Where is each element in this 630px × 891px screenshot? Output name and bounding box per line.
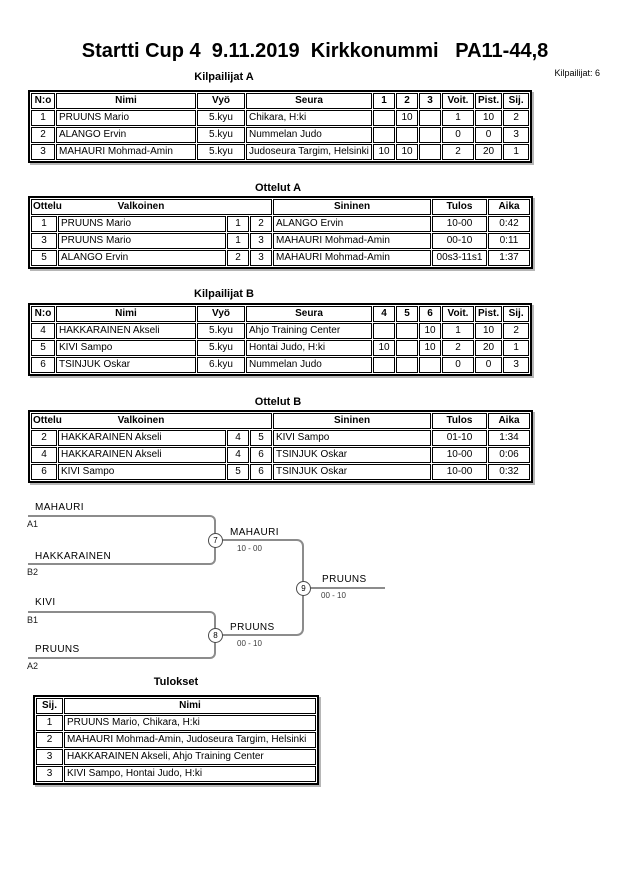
cell-place: 3 — [36, 749, 63, 765]
table-row — [31, 144, 529, 160]
cell-no: 5 — [31, 340, 55, 356]
col-m1: 1 — [373, 93, 395, 109]
col-time: Aika — [488, 413, 530, 429]
table-row — [36, 732, 316, 748]
cell-time: 0:06 — [488, 447, 530, 463]
cell-blue: MAHAURI Mohmad-Amin — [273, 250, 431, 266]
cell-name: PRUUNS Mario, Chikara, H:ki — [64, 715, 316, 731]
matches-a-table — [28, 196, 533, 269]
cell-result: 01-10 — [432, 430, 487, 446]
cell-name: PRUUNS Mario — [56, 110, 196, 126]
cell-name: MAHAURI Mohmad-Amin, Judoseura Targim, Helsinki — [64, 732, 316, 748]
table-row — [31, 357, 529, 373]
col-result: Tulos — [432, 413, 487, 429]
cell-no: 3 — [31, 144, 55, 160]
col-name: Nimi — [64, 698, 316, 714]
matches-b-title: Ottelut B — [254, 396, 302, 408]
cell-place: 2 — [503, 110, 529, 126]
cell-blue-no: 3 — [250, 233, 272, 249]
pool-b-title: Kilpailijat B — [194, 288, 254, 300]
col-match: Ottelu — [33, 201, 62, 212]
table-row — [31, 464, 530, 480]
cell-wins: 0 — [442, 357, 474, 373]
cell-blue-no: 6 — [250, 447, 272, 463]
cell-points: 20 — [475, 144, 502, 160]
cell-place: 1 — [36, 715, 63, 731]
cell-m6 — [419, 357, 441, 373]
table-row — [31, 340, 529, 356]
cell-m4: 10 — [373, 340, 395, 356]
cell-white: PRUUNS Mario — [58, 233, 226, 249]
col-place: Sij. — [503, 306, 529, 322]
cell-result: 00-10 — [432, 233, 487, 249]
cell-m2: 10 — [396, 144, 418, 160]
cell-m2: 10 — [396, 110, 418, 126]
cell-no: 1 — [31, 110, 55, 126]
col-match-white — [31, 199, 272, 215]
pool-b-table — [28, 303, 532, 376]
cell-belt: 5.kyu — [197, 144, 245, 160]
col-match: Ottelu — [33, 415, 62, 426]
cell-m6: 10 — [419, 340, 441, 356]
cell-time: 0:11 — [488, 233, 530, 249]
cell-club: Nummelan Judo — [246, 357, 372, 373]
bracket-entrant-name: MAHAURI — [35, 502, 84, 513]
cell-no: 6 — [31, 357, 55, 373]
cell-result: 10-00 — [432, 464, 487, 480]
table-row — [31, 447, 530, 463]
table-row — [31, 110, 529, 126]
cell-blue-no: 3 — [250, 250, 272, 266]
table-row — [31, 250, 530, 266]
cell-place: 3 — [36, 766, 63, 782]
col-points: Pist. — [475, 93, 502, 109]
cell-match: 4 — [31, 447, 57, 463]
cell-white: HAKKARAINEN Akseli — [58, 430, 226, 446]
header-row — [31, 413, 530, 429]
table-row — [31, 430, 530, 446]
bracket-entrant-name: KIVI — [35, 597, 56, 608]
cell-belt: 6.kyu — [197, 357, 245, 373]
col-white: Valkoinen — [117, 415, 165, 426]
table-row — [31, 216, 530, 232]
results-title: Tulokset — [153, 676, 199, 688]
cell-m1 — [373, 127, 395, 143]
cell-name: HAKKARAINEN Akseli, Ahjo Training Center — [64, 749, 316, 765]
matches-a-grid — [30, 198, 531, 267]
table-row — [31, 323, 529, 339]
cell-blue: KIVI Sampo — [273, 430, 431, 446]
col-m4: 4 — [373, 306, 395, 322]
col-m2: 2 — [396, 93, 418, 109]
cell-wins: 2 — [442, 144, 474, 160]
cell-white: ALANGO Ervin — [58, 250, 226, 266]
col-white: Valkoinen — [117, 201, 165, 212]
col-place: Sij. — [36, 698, 63, 714]
col-blue: Sininen — [273, 413, 431, 429]
cell-belt: 5.kyu — [197, 110, 245, 126]
cell-points: 0 — [475, 127, 502, 143]
bracket-score: 10 - 00 — [237, 544, 262, 553]
table-row — [31, 233, 530, 249]
col-belt: Vyö — [197, 306, 245, 322]
cell-club: Hontai Judo, H:ki — [246, 340, 372, 356]
bracket-seed: B1 — [27, 615, 39, 625]
cell-name: KIVI Sampo — [56, 340, 196, 356]
pool-b-grid — [30, 305, 530, 374]
cell-white: KIVI Sampo — [58, 464, 226, 480]
bracket-seed: A2 — [27, 661, 39, 671]
cell-time: 1:34 — [488, 430, 530, 446]
bracket-winner-line — [304, 587, 385, 589]
cell-white-no: 2 — [227, 250, 249, 266]
matches-a-title: Ottelut A — [254, 182, 302, 194]
table-row — [31, 127, 529, 143]
cell-match: 1 — [31, 216, 57, 232]
col-points: Pist. — [475, 306, 502, 322]
cell-no: 2 — [31, 127, 55, 143]
cell-white-no: 5 — [227, 464, 249, 480]
col-no: N:o — [31, 93, 55, 109]
cell-m4 — [373, 323, 395, 339]
pool-a-table — [28, 90, 532, 163]
matches-b-grid — [30, 412, 531, 481]
cell-name: TSINJUK Oskar — [56, 357, 196, 373]
cell-time: 0:42 — [488, 216, 530, 232]
col-time: Aika — [488, 199, 530, 215]
page-title: Startti Cup 4 9.11.2019 Kirkkonummi PA11-44,8 — [81, 40, 549, 62]
bracket-entrant-name: HAKKARAINEN — [35, 551, 112, 562]
results-table — [33, 695, 319, 785]
cell-white: PRUUNS Mario — [58, 216, 226, 232]
cell-match: 6 — [31, 464, 57, 480]
table-row — [36, 749, 316, 765]
cell-m3 — [419, 144, 441, 160]
cell-m3 — [419, 110, 441, 126]
cell-m1 — [373, 110, 395, 126]
competitor-count: Kilpailijat: 6 — [554, 68, 600, 78]
cell-name: HAKKARAINEN Akseli — [56, 323, 196, 339]
col-club: Seura — [246, 93, 372, 109]
cell-place: 2 — [503, 323, 529, 339]
cell-blue: MAHAURI Mohmad-Amin — [273, 233, 431, 249]
cell-club: Chikara, H:ki — [246, 110, 372, 126]
cell-name: KIVI Sampo, Hontai Judo, H:ki — [64, 766, 316, 782]
col-wins: Voit. — [442, 93, 474, 109]
cell-white-no: 1 — [227, 216, 249, 232]
cell-time: 0:32 — [488, 464, 530, 480]
cell-match: 5 — [31, 250, 57, 266]
cell-belt: 5.kyu — [197, 323, 245, 339]
cell-wins: 1 — [442, 110, 474, 126]
cell-m2 — [396, 127, 418, 143]
cell-points: 10 — [475, 323, 502, 339]
cell-match: 3 — [31, 233, 57, 249]
cell-white-no: 4 — [227, 430, 249, 446]
cell-blue-no: 5 — [250, 430, 272, 446]
cell-place: 1 — [503, 144, 529, 160]
cell-m6: 10 — [419, 323, 441, 339]
cell-m1: 10 — [373, 144, 395, 160]
cell-points: 0 — [475, 357, 502, 373]
bracket-winner-name: PRUUNS — [322, 574, 367, 585]
results-grid — [35, 697, 317, 783]
cell-wins: 1 — [442, 323, 474, 339]
cell-name: ALANGO Ervin — [56, 127, 196, 143]
cell-white-no: 4 — [227, 447, 249, 463]
col-match-white — [31, 413, 272, 429]
table-row — [36, 766, 316, 782]
pool-a-title: Kilpailijat A — [194, 71, 254, 83]
cell-result: 00s3-11s1 — [432, 250, 487, 266]
cell-white: HAKKARAINEN Akseli — [58, 447, 226, 463]
bracket-entrant-name: PRUUNS — [35, 644, 80, 655]
cell-blue: TSINJUK Oskar — [273, 447, 431, 463]
col-belt: Vyö — [197, 93, 245, 109]
cell-result: 10-00 — [432, 447, 487, 463]
table-row — [36, 715, 316, 731]
cell-m5 — [396, 323, 418, 339]
cell-time: 1:37 — [488, 250, 530, 266]
matches-b-table — [28, 410, 533, 483]
bracket-score: 00 - 10 — [237, 639, 262, 648]
cell-club: Ahjo Training Center — [246, 323, 372, 339]
col-club: Seura — [246, 306, 372, 322]
cell-points: 20 — [475, 340, 502, 356]
cell-place: 1 — [503, 340, 529, 356]
col-m5: 5 — [396, 306, 418, 322]
bracket-seed: A1 — [27, 519, 39, 529]
pool-a-grid — [30, 92, 530, 161]
bracket-winner-name: MAHAURI — [230, 527, 279, 538]
cell-place: 2 — [36, 732, 63, 748]
col-m3: 3 — [419, 93, 441, 109]
cell-match: 2 — [31, 430, 57, 446]
match-number-badge: 9 — [296, 581, 311, 596]
bracket-winner-name: PRUUNS — [230, 622, 275, 633]
col-name: Nimi — [56, 93, 196, 109]
col-place: Sij. — [503, 93, 529, 109]
col-m6: 6 — [419, 306, 441, 322]
cell-place: 3 — [503, 127, 529, 143]
cell-m5 — [396, 340, 418, 356]
col-name: Nimi — [56, 306, 196, 322]
cell-club: Nummelan Judo — [246, 127, 372, 143]
match-number-badge: 8 — [208, 628, 223, 643]
cell-belt: 5.kyu — [197, 340, 245, 356]
bracket-seed: B2 — [27, 567, 39, 577]
cell-belt: 5.kyu — [197, 127, 245, 143]
col-no: N:o — [31, 306, 55, 322]
col-wins: Voit. — [442, 306, 474, 322]
cell-blue: ALANGO Ervin — [273, 216, 431, 232]
cell-white-no: 1 — [227, 233, 249, 249]
col-result: Tulos — [432, 199, 487, 215]
bracket-score: 00 - 10 — [321, 591, 346, 600]
cell-blue: TSINJUK Oskar — [273, 464, 431, 480]
header-row — [31, 93, 529, 109]
cell-wins: 0 — [442, 127, 474, 143]
cell-blue-no: 6 — [250, 464, 272, 480]
cell-m5 — [396, 357, 418, 373]
cell-blue-no: 2 — [250, 216, 272, 232]
cell-result: 10-00 — [432, 216, 487, 232]
cell-club: Judoseura Targim, Helsinki — [246, 144, 372, 160]
cell-place: 3 — [503, 357, 529, 373]
cell-name: MAHAURI Mohmad-Amin — [56, 144, 196, 160]
header-row — [36, 698, 316, 714]
cell-points: 10 — [475, 110, 502, 126]
header-row — [31, 199, 530, 215]
cell-wins: 2 — [442, 340, 474, 356]
header-row — [31, 306, 529, 322]
cell-m3 — [419, 127, 441, 143]
cell-m4 — [373, 357, 395, 373]
cell-no: 4 — [31, 323, 55, 339]
col-blue: Sininen — [273, 199, 431, 215]
match-number-badge: 7 — [208, 533, 223, 548]
